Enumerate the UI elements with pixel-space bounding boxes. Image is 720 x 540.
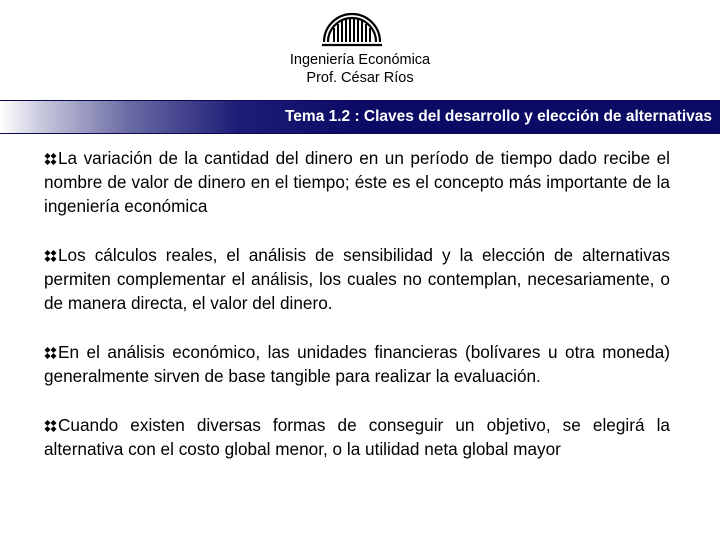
- professor-name: Prof. César Ríos: [306, 70, 414, 86]
- title-bar: [0, 100, 720, 134]
- diamond-bullet-icon: [44, 250, 57, 262]
- slide-title: Tema 1.2 : Claves del desarrollo y elección de alternativas: [284, 108, 712, 125]
- diamond-bullet-icon: [44, 347, 57, 359]
- bullet-text: Cuando existen diversas formas de conseguir un objetivo, se elegirá la alternativa con el costo global menor, o la utilidad neta global mayor: [44, 415, 670, 459]
- university-logo-icon: [316, 2, 388, 48]
- bullet-item: [44, 243, 670, 315]
- diamond-bullet-icon: [44, 153, 57, 165]
- bullet-item: [44, 146, 670, 218]
- bullet-item: [44, 340, 670, 388]
- bullet-text: La variación de la cantidad del dinero en un período de tiempo dado recibe el nombre de valor de dinero en el tiempo; éste es el concepto más importante de la ingeniería económica: [44, 148, 670, 216]
- bullet-text: Los cálculos reales, el análisis de sensibilidad y la elección de alternativas permiten complementar el análisis, los cuales no contemplan, necesariamente, o de manera directa, el valor del dinero.: [44, 245, 670, 313]
- course-name: Ingeniería Económica: [289, 52, 431, 68]
- diamond-bullet-icon: [44, 420, 57, 432]
- bullet-text: En el análisis económico, las unidades financieras (bolívares u otra moneda) generalmente sirven de base tangible para realizar la evaluación.: [44, 342, 670, 386]
- bullet-list: [44, 146, 670, 486]
- bullet-item: [44, 413, 670, 461]
- header: [0, 51, 720, 87]
